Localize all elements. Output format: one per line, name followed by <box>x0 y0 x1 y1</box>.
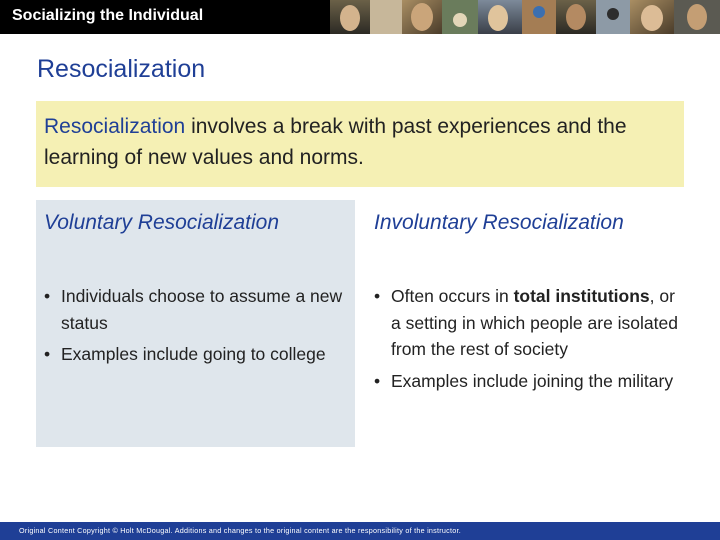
voluntary-bullet-list <box>44 283 349 368</box>
header-title: Socializing the Individual <box>12 7 204 24</box>
header-bar <box>0 0 720 34</box>
involuntary-heading: Involuntary Resocialization <box>374 211 624 234</box>
footer-bar <box>0 522 720 540</box>
voluntary-column <box>36 200 355 447</box>
involuntary-bullet <box>374 283 679 363</box>
definition-term: Resocialization <box>44 115 186 138</box>
slide-title: Resocialization <box>37 55 206 83</box>
voluntary-heading: Voluntary Resocialization <box>44 211 280 234</box>
involuntary-bullet-list <box>374 283 679 394</box>
voluntary-bullet: • Examples include going to college <box>44 341 349 368</box>
portrait-collage-image <box>330 0 720 34</box>
copyright-text: Original Content Copyright © Holt McDougal. Additions and changes to the original content are the responsibility of the instructor. <box>19 526 461 535</box>
involuntary-bullet: • Examples include joining the military <box>374 368 679 395</box>
bullet-text: , or a setting in which people are isolated from the rest of society <box>391 286 678 359</box>
definition-text <box>44 111 684 173</box>
bullet-text: Often occurs in <box>391 286 514 306</box>
voluntary-bullet: • Individuals choose to assume a new status <box>44 283 349 336</box>
involuntary-column <box>366 200 684 447</box>
definition-body: involves a break with past experiences and the learning of new values and norms. <box>44 115 627 169</box>
bullet-emphasis: total institutions <box>513 286 650 306</box>
definition-box <box>36 101 684 187</box>
